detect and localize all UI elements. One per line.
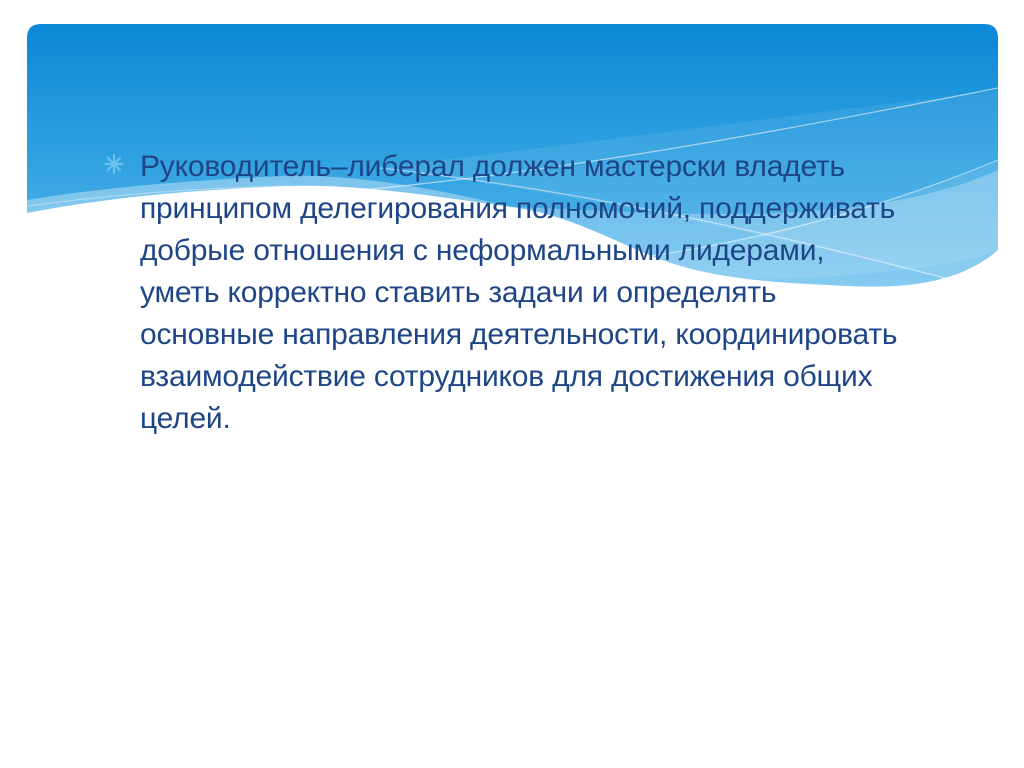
bullet-item: [103, 146, 903, 440]
body-paragraph: Руководитель–либерал должен мастерски владеть принципом делегирования полномочий, поддерживать добрые отношения с неформальными лидерами, уметь корректно ставить задачи и определять основные направления деятельности, координировать взаимодействие сотрудников для достижения общих целей.: [140, 150, 898, 435]
slide-body: [103, 146, 903, 440]
asterisk-bullet-icon: [103, 153, 125, 175]
